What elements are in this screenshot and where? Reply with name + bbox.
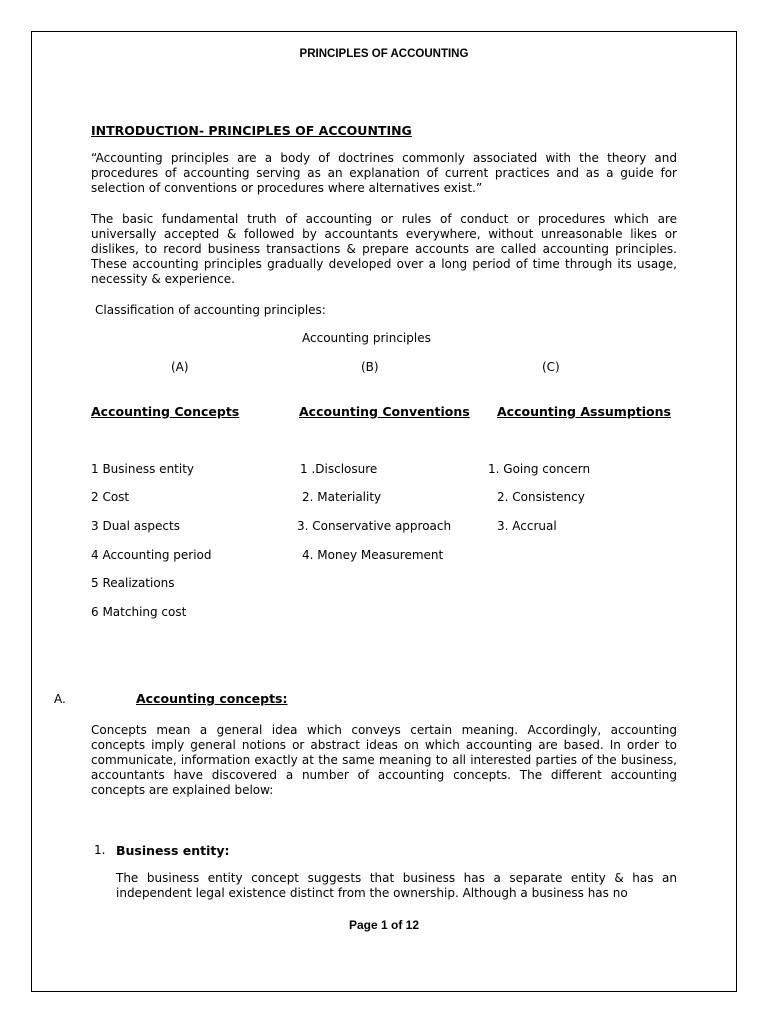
classification-label: Classification of accounting principles: <box>95 303 326 317</box>
concept-item: 3 Dual aspects <box>91 519 180 533</box>
convention-item: 4. Money Measurement <box>302 548 444 562</box>
concept-item: 6 Matching cost <box>91 605 187 619</box>
intro-quote: “Accounting principles are a body of doctrines commonly associated with the theory and procedures of accounting serving as an explanation of current practices and as a guide for selection of conventions or procedures where alternatives exist.” <box>91 151 677 195</box>
item1-paragraph: The business entity concept suggests that business has a separate entity & has an independent legal existence distinct from the ownership. Although a business has no <box>116 871 677 900</box>
conventions-column-heading: Accounting Conventions <box>299 404 470 419</box>
assumptions-column-heading: Accounting Assumptions <box>497 404 671 419</box>
assumption-item: 3. Accrual <box>497 519 557 533</box>
letter-b: (B) <box>361 360 379 374</box>
concept-item: 2 Cost <box>91 490 130 504</box>
convention-item: 2. Materiality <box>302 490 382 504</box>
assumption-item: 2. Consistency <box>497 490 585 504</box>
principles-center-label: Accounting principles <box>302 331 431 345</box>
section-a-heading: Accounting concepts: <box>136 691 288 706</box>
section-a-paragraph: Concepts mean a general idea which conveys certain meaning. Accordingly, accounting concepts imply general notions or abstract ideas on which accounting are based. In order to communicate, information exactly at the same meaning to all interested parties of the business, accountants have discovered a number of accounting concepts. The different accounting concepts are explained below: <box>91 723 677 797</box>
concepts-column-heading: Accounting Concepts <box>91 404 240 419</box>
assumption-item: 1. Going concern <box>488 462 591 476</box>
intro-paragraph: The basic fundamental truth of accounting or rules of conduct or procedures which are universally accepted & followed by accountants everywhere, without unreasonable likes or dislikes, to record business transactions & prepare accounts are called accounting principles. These accounting principles gradually developed over a long period of time through its usage, necessity & experience. <box>91 212 677 286</box>
concept-item: 5 Realizations <box>91 576 175 590</box>
page-number: Page 1 of 12 <box>348 918 420 932</box>
convention-item: 3. Conservative approach <box>297 519 452 533</box>
concept-item: 4 Accounting period <box>91 548 212 562</box>
item1-title: Business entity: <box>116 843 230 858</box>
convention-item: 1 .Disclosure <box>300 462 378 476</box>
intro-heading: INTRODUCTION- PRINCIPLES OF ACCOUNTING <box>91 123 412 138</box>
document-title: PRINCIPLES OF ACCOUNTING <box>299 48 469 60</box>
item1-number: 1. <box>94 843 106 857</box>
concept-item: 1 Business entity <box>91 462 195 476</box>
section-a-marker: A. <box>54 692 66 706</box>
letter-a: (A) <box>171 360 189 374</box>
letter-c: (C) <box>542 360 560 374</box>
